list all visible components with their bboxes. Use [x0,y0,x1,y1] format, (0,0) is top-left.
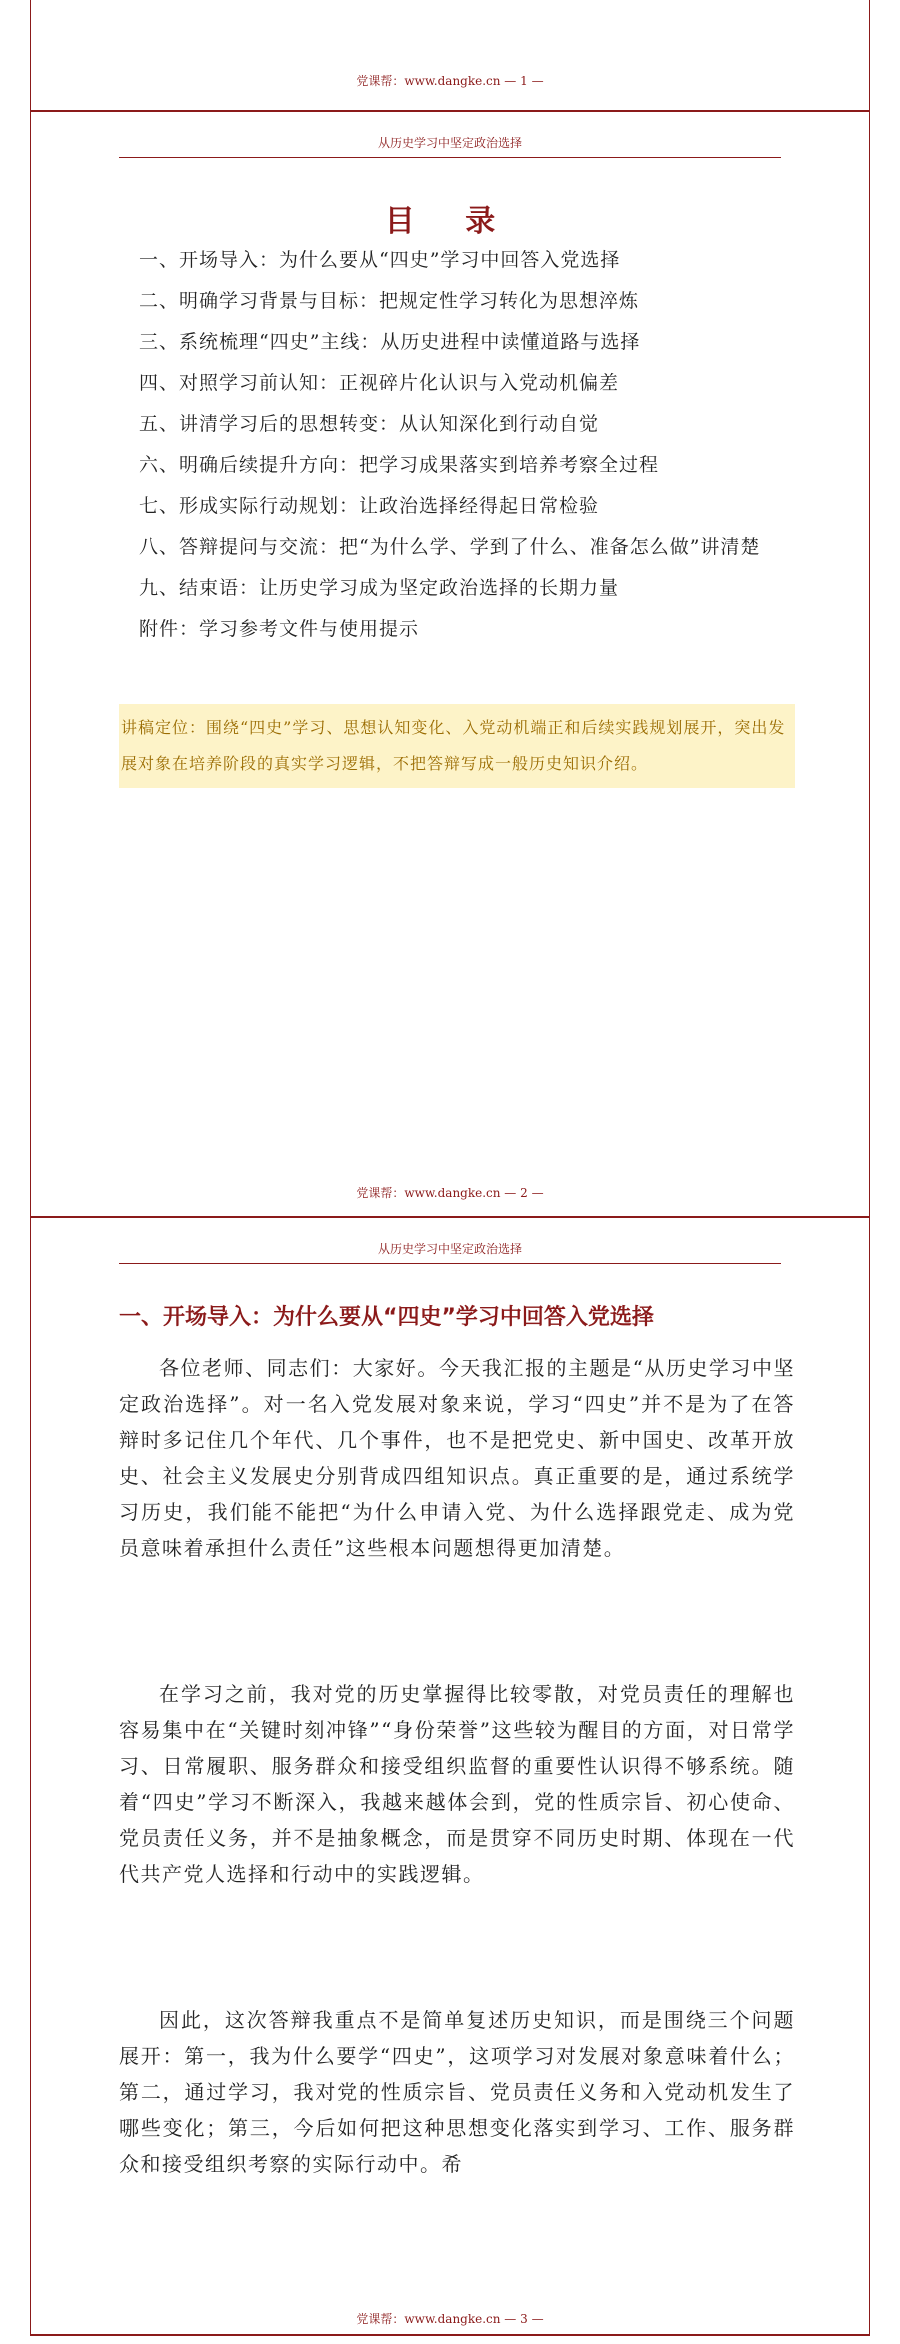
note-box: 讲稿定位：围绕“四史”学习、思想认知变化、入党动机端正和后续实践规划展开，突出发展对象在培养阶段的真实学习逻辑，不把答辩写成一般历史知识介绍。 [119,704,795,788]
page-1 [30,0,870,112]
page-2 [30,112,870,1218]
toc-item: 七、形成实际行动规划：让政治选择经得起日常检验 [139,495,600,517]
toc-item: 四、对照学习前认知：正视碎片化认识与入党动机偏差 [139,372,620,394]
page-footer: 党课帮：www.dangke.cn — 3 — [356,2312,544,2326]
section-title: 一、开场导入：为什么要从“四史”学习中回答入党选择 [119,1305,654,1330]
toc-item: 九、结束语：让历史学习成为坚定政治选择的长期力量 [139,577,620,599]
body-paragraph: 各位老师、同志们：大家好。今天我汇报的主题是“从历史学习中坚定政治选择”。对一名入党发展对象来说，学习“四史”并不是为了在答辩时多记住几个年代、几个事件，也不是把党史、新中国史、改革开放史、社会主义发展史分别背成四组知识点。真正重要的是，通过系统学习历史，我们能不能把“为什么申请入党、为什么选择跟党走、成为党员意味着承担什么责任”这些根本问题想得更加清楚。 [119,1356,795,1560]
toc-item: 八、答辩提问与交流：把“为什么学、学到了什么、准备怎么做”讲清楚 [139,536,761,558]
toc-title: 目 录 [384,204,516,239]
body-paragraph: 在学习之前，我对党的历史掌握得比较零散，对党员责任的理解也容易集中在“关键时刻冲锋”“身份荣誉”这些较为醒目的方面，对日常学习、日常履职、服务群众和接受组织监督的重要性认识得不够系统。随着“四史”学习不断深入，我越来越体会到，党的性质宗旨、初心使命、党员责任义务，并不是抽象概念，而是贯穿不同历史时期、体现在一代代共产党人选择和行动中的实践逻辑。 [119,1682,795,1886]
page-footer: 党课帮：www.dangke.cn — 1 — [356,74,544,88]
toc-item: 二、明确学习背景与目标：把规定性学习转化为思想淬炼 [139,290,640,312]
toc-item: 三、系统梳理“四史”主线：从历史进程中读懂道路与选择 [139,331,641,353]
toc-item: 一、开场导入：为什么要从“四史”学习中回答入党选择 [139,249,621,271]
page-header: 从历史学习中坚定政治选择 [119,134,781,158]
toc-item: 六、明确后续提升方向：把学习成果落实到培养考察全过程 [139,454,660,476]
page-3 [30,1218,870,2336]
page-header: 从历史学习中坚定政治选择 [119,1240,781,1264]
page-footer: 党课帮：www.dangke.cn — 2 — [356,1186,544,1200]
toc-item: 附件：学习参考文件与使用提示 [139,618,420,640]
toc-item: 五、讲清学习后的思想转变：从认知深化到行动自觉 [139,413,600,435]
table-of-contents [139,240,789,650]
body-paragraph: 因此，这次答辩我重点不是简单复述历史知识，而是围绕三个问题展开：第一，我为什么要学“四史”，这项学习对发展对象意味着什么；第二，通过学习，我对党的性质宗旨、党员责任义务和入党动机发生了哪些变化；第三，今后如何把这种思想变化落实到学习、工作、服务群众和接受组织考察的实际行动中。希 [119,2008,795,2176]
